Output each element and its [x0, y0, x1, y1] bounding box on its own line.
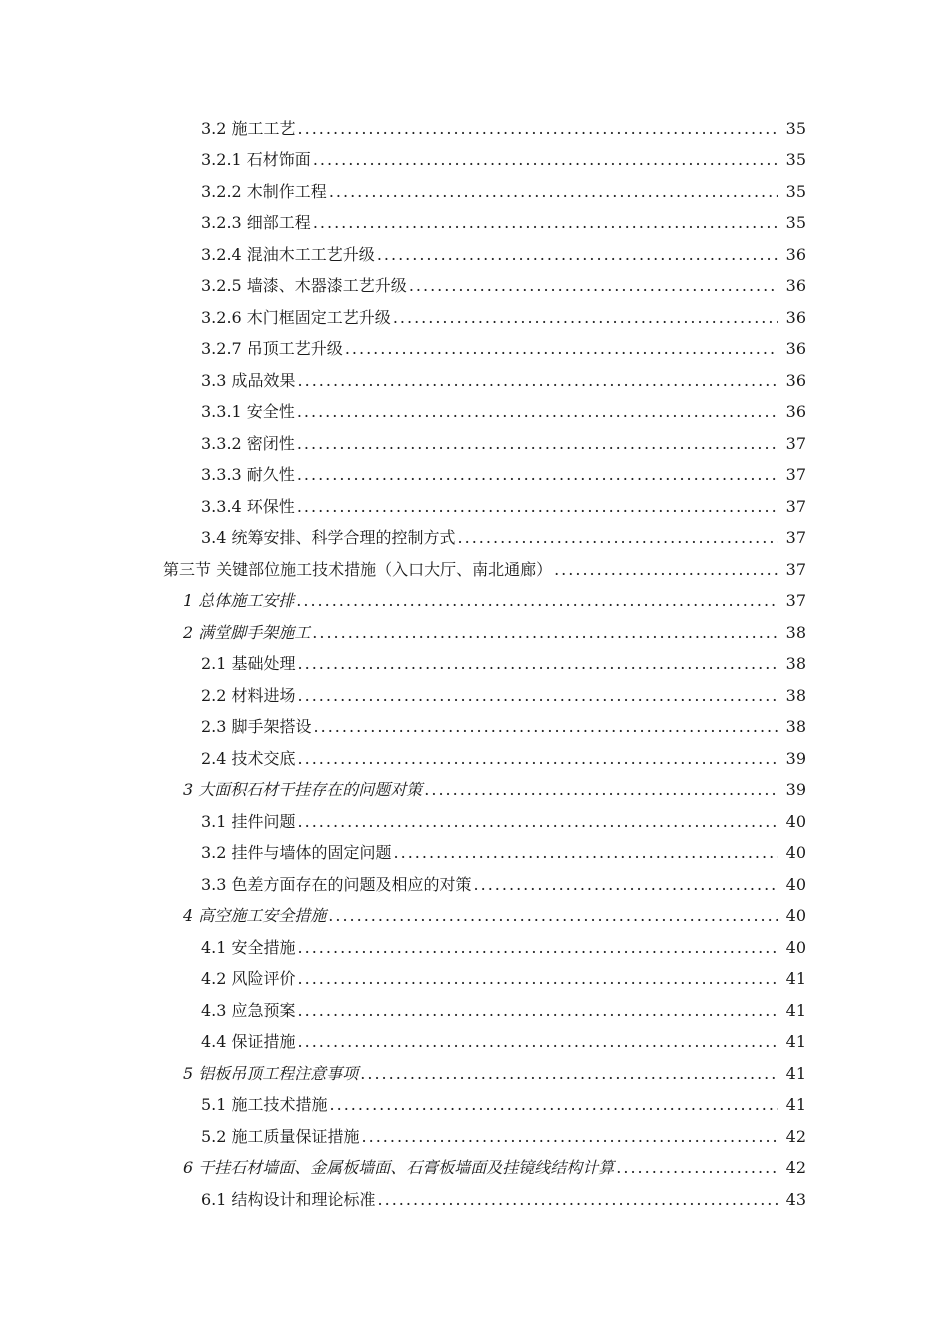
toc-entry[interactable]	[0, 397, 950, 429]
toc-entry-title: 2.1 基础处理	[201, 654, 296, 674]
toc-dot-leader	[328, 908, 778, 924]
toc-entry-title: 第三节 关键部位施工技术措施（入口大厅、南北通廊）	[163, 559, 553, 579]
toc-entry-title: 5 铝板吊顶工程注意事项	[183, 1063, 359, 1083]
toc-entry-title: 4.1 安全措施	[201, 937, 296, 957]
toc-entry-title: 6.1 结构设计和理论标准	[201, 1189, 376, 1209]
toc-page-number: 40	[785, 843, 806, 863]
toc-entry-title: 2 满堂脚手架施工	[183, 622, 311, 642]
toc-dot-leader	[298, 940, 778, 956]
toc-page-number: 35	[785, 213, 806, 233]
toc-entry-title: 2.3 脚手架搭设	[201, 717, 312, 737]
toc-page-number: 38	[785, 685, 806, 705]
toc-dot-leader	[298, 688, 778, 704]
toc-dot-leader	[377, 247, 778, 263]
toc-entry-title: 2.4 技术交底	[201, 748, 296, 768]
toc-entry[interactable]	[0, 617, 950, 649]
toc-entry[interactable]	[0, 964, 950, 996]
toc-page-number: 36	[785, 339, 806, 359]
table-of-contents	[0, 113, 950, 1216]
toc-entry-title: 2.2 材料进场	[201, 685, 296, 705]
toc-page-number: 37	[785, 528, 806, 548]
toc-dot-leader	[378, 1192, 778, 1208]
toc-page-number: 37	[785, 465, 806, 485]
toc-page-number: 36	[785, 307, 806, 327]
toc-dot-leader	[298, 1034, 778, 1050]
toc-entry[interactable]	[0, 113, 950, 145]
toc-entry[interactable]	[0, 491, 950, 523]
toc-page-number: 38	[785, 654, 806, 674]
toc-dot-leader	[554, 562, 778, 578]
toc-entry[interactable]	[0, 932, 950, 964]
toc-dot-leader	[616, 1160, 778, 1176]
toc-entry[interactable]	[0, 1121, 950, 1153]
toc-dot-leader	[314, 719, 778, 735]
toc-dot-leader	[297, 404, 778, 420]
toc-entry-title: 3.3 色差方面存在的问题及相应的对策	[201, 874, 472, 894]
toc-entry[interactable]	[0, 460, 950, 492]
toc-page-number: 40	[785, 937, 806, 957]
toc-entry[interactable]	[0, 176, 950, 208]
toc-page-number: 36	[785, 244, 806, 264]
toc-page-number: 39	[785, 748, 806, 768]
toc-page-number: 42	[785, 1126, 806, 1146]
toc-dot-leader	[329, 184, 778, 200]
toc-entry-title: 3.1 挂件问题	[201, 811, 296, 831]
toc-entry[interactable]	[0, 995, 950, 1027]
toc-dot-leader	[296, 593, 778, 609]
toc-entry-title: 3.2 施工工艺	[201, 118, 296, 138]
toc-entry[interactable]	[0, 586, 950, 618]
toc-entry[interactable]	[0, 523, 950, 555]
toc-page-number: 40	[785, 874, 806, 894]
toc-entry-title: 3.3.4 环保性	[201, 496, 295, 516]
toc-entry[interactable]	[0, 208, 950, 240]
toc-page-number: 37	[785, 559, 806, 579]
toc-dot-leader	[312, 625, 778, 641]
toc-dot-leader	[330, 1097, 778, 1113]
toc-page-number: 39	[785, 780, 806, 800]
toc-entry[interactable]	[0, 428, 950, 460]
toc-page-number: 40	[785, 906, 806, 926]
toc-page-number: 36	[785, 402, 806, 422]
toc-page-number: 37	[785, 496, 806, 516]
toc-entry[interactable]	[0, 145, 950, 177]
toc-page-number: 35	[785, 150, 806, 170]
toc-dot-leader	[394, 845, 778, 861]
toc-page-number: 37	[785, 433, 806, 453]
toc-entry[interactable]	[0, 901, 950, 933]
toc-entry-title: 3 大面积石材干挂存在的问题对策	[183, 780, 423, 800]
toc-entry[interactable]	[0, 712, 950, 744]
toc-dot-leader	[298, 751, 778, 767]
toc-entry-title: 3.2.2 木制作工程	[201, 181, 327, 201]
toc-entry[interactable]	[0, 1153, 950, 1185]
toc-dot-leader	[298, 121, 778, 137]
toc-entry[interactable]	[0, 334, 950, 366]
toc-dot-leader	[313, 215, 778, 231]
toc-entry[interactable]	[0, 838, 950, 870]
toc-dot-leader	[458, 530, 778, 546]
toc-entry-title: 4 高空施工安全措施	[183, 906, 327, 926]
toc-entry-title: 3.3 成品效果	[201, 370, 296, 390]
toc-dot-leader	[298, 814, 778, 830]
toc-page-number: 38	[785, 717, 806, 737]
toc-dot-leader	[297, 467, 778, 483]
toc-page-number: 38	[785, 622, 806, 642]
toc-entry-title: 5.2 施工质量保证措施	[201, 1126, 360, 1146]
toc-entry[interactable]	[0, 1090, 950, 1122]
toc-entry[interactable]	[0, 1058, 950, 1090]
toc-page-number: 41	[785, 1063, 806, 1083]
toc-entry[interactable]	[0, 554, 950, 586]
toc-dot-leader	[297, 436, 778, 452]
toc-entry-title: 4.3 应急预案	[201, 1000, 296, 1020]
toc-entry-title: 3.2.3 细部工程	[201, 213, 311, 233]
toc-entry[interactable]	[0, 302, 950, 334]
toc-dot-leader	[298, 373, 778, 389]
toc-entry-title: 6 干挂石材墙面、金属板墙面、石膏板墙面及挂镜线结构计算	[183, 1158, 615, 1178]
toc-dot-leader	[360, 1066, 778, 1082]
toc-page-number: 35	[785, 181, 806, 201]
toc-entry-title: 1 总体施工安排	[183, 591, 295, 611]
toc-entry[interactable]	[0, 806, 950, 838]
toc-entry-title: 4.4 保证措施	[201, 1032, 296, 1052]
toc-page-number: 42	[785, 1158, 806, 1178]
toc-entry-title: 5.1 施工技术措施	[201, 1095, 328, 1115]
toc-entry[interactable]	[0, 743, 950, 775]
toc-entry[interactable]	[0, 1027, 950, 1059]
toc-entry-title: 3.2.6 木门框固定工艺升级	[201, 307, 391, 327]
toc-dot-leader	[298, 656, 778, 672]
toc-dot-leader	[298, 1003, 778, 1019]
toc-page-number: 41	[785, 1000, 806, 1020]
toc-page-number: 41	[785, 969, 806, 989]
toc-dot-leader	[313, 152, 778, 168]
toc-dot-leader	[409, 278, 778, 294]
toc-entry-title: 3.2 挂件与墙体的固定问题	[201, 843, 392, 863]
toc-entry-title: 3.3.1 安全性	[201, 402, 295, 422]
toc-entry[interactable]	[0, 775, 950, 807]
toc-entry-title: 3.4 统筹安排、科学合理的控制方式	[201, 528, 456, 548]
toc-page-number: 35	[785, 118, 806, 138]
toc-entry-title: 3.3.2 密闭性	[201, 433, 295, 453]
toc-page-number: 36	[785, 370, 806, 390]
toc-entry-title: 3.3.3 耐久性	[201, 465, 295, 485]
toc-entry[interactable]	[0, 869, 950, 901]
toc-dot-leader	[474, 877, 778, 893]
toc-dot-leader	[298, 971, 778, 987]
toc-dot-leader	[362, 1129, 778, 1145]
toc-entry[interactable]	[0, 239, 950, 271]
toc-entry[interactable]	[0, 680, 950, 712]
toc-page-number: 36	[785, 276, 806, 296]
toc-dot-leader	[345, 341, 778, 357]
toc-dot-leader	[393, 310, 778, 326]
toc-page-number: 43	[785, 1189, 806, 1209]
toc-entry[interactable]	[0, 271, 950, 303]
toc-entry-title: 3.2.7 吊顶工艺升级	[201, 339, 343, 359]
toc-page-number: 41	[785, 1032, 806, 1052]
toc-entry-title: 3.2.5 墙漆、木器漆工艺升级	[201, 276, 407, 296]
toc-dot-leader	[424, 782, 778, 798]
toc-page-number: 37	[785, 591, 806, 611]
toc-entry-title: 3.2.1 石材饰面	[201, 150, 311, 170]
toc-entry-title: 4.2 风险评价	[201, 969, 296, 989]
toc-dot-leader	[297, 499, 778, 515]
toc-entry-title: 3.2.4 混油木工工艺升级	[201, 244, 375, 264]
toc-entry[interactable]	[0, 1184, 950, 1216]
toc-page-number: 40	[785, 811, 806, 831]
toc-page-number: 41	[785, 1095, 806, 1115]
toc-entry[interactable]	[0, 365, 950, 397]
toc-entry[interactable]	[0, 649, 950, 681]
